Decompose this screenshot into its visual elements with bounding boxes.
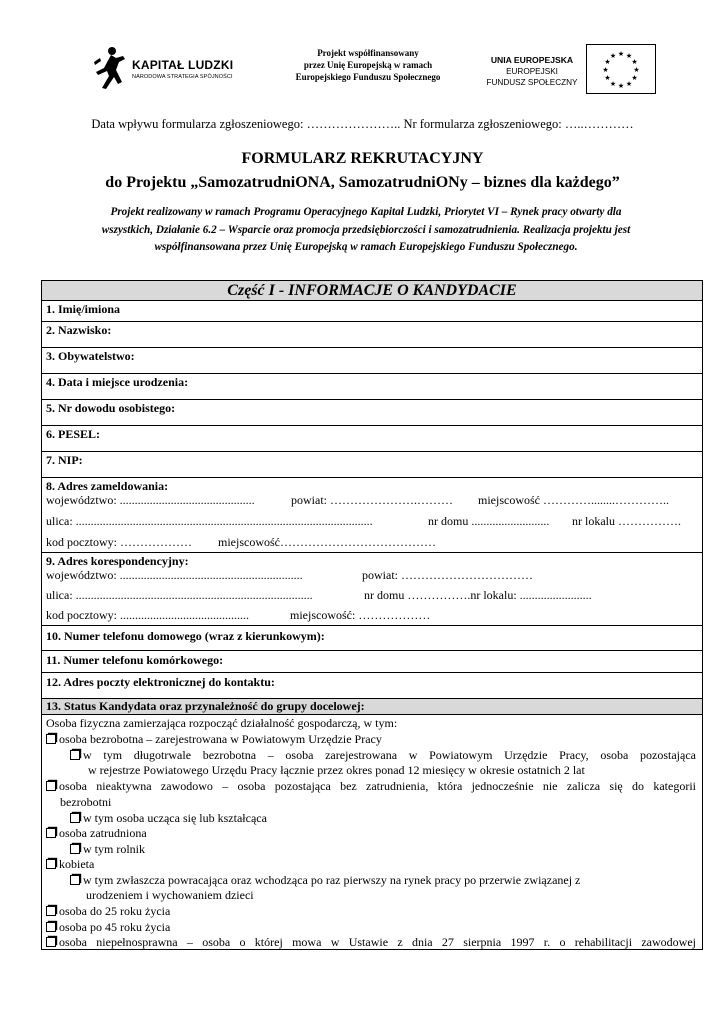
checkbox-icon[interactable] bbox=[70, 875, 80, 885]
svg-text:★: ★ bbox=[617, 50, 625, 58]
cofinancing-line: przez Unię Europejską w ramach bbox=[303, 60, 433, 70]
house-apartment-field[interactable]: nr domu …………….nr lokalu: ........................ bbox=[364, 588, 592, 602]
option-label: kobieta bbox=[59, 857, 95, 871]
eu-flag-icon bbox=[586, 44, 656, 94]
intake-info-line: Data wpływu formularza zgłoszeniowego: ………………….. Nr formularza zgłoszeniowego: …..………… bbox=[91, 117, 634, 131]
checkbox-icon[interactable] bbox=[46, 922, 56, 932]
cofinancing-note bbox=[268, 47, 468, 83]
option-label: w tym długotrwale bezrobotna – osoba zarejestrowana w Powiatowym Urzędzie Pracy, osoba pozostająca bbox=[83, 748, 696, 762]
option-label: osoba nieaktywna zawodowo – osoba pozostająca bez zatrudnienia, która jednocześnie nie zalicza się do kategorii bbox=[59, 779, 696, 793]
field-label: 8. Adres zameldowania: bbox=[46, 479, 169, 493]
postal-code-field[interactable]: kod pocztowy: ……………… bbox=[46, 535, 192, 549]
human-figure-icon bbox=[92, 44, 128, 90]
svg-text:★: ★ bbox=[604, 58, 611, 66]
voivodeship-field[interactable]: województwo: ............................................. bbox=[46, 493, 255, 507]
kapital-ludzki-tagline: NARODOWA STRATEGIA SPÓJNOŚCI bbox=[132, 74, 233, 80]
svg-text:★: ★ bbox=[625, 80, 633, 88]
street-field[interactable]: ulica: ................................................................................................... bbox=[46, 514, 373, 528]
field-mobile-phone[interactable] bbox=[42, 651, 702, 673]
option-label: osoba niepełnosprawna – osoba o której mowa w Ustawie z dnia 27 sierpnia 1997 r. o rehabilitacji zawodowej bbox=[59, 935, 696, 949]
checkbox-icon[interactable] bbox=[46, 781, 56, 791]
status-option-inactive[interactable] bbox=[46, 779, 696, 794]
field-label: 2. Nazwisko: bbox=[46, 323, 112, 337]
svg-text:★: ★ bbox=[633, 66, 640, 74]
field-citizenship[interactable] bbox=[42, 348, 702, 374]
svg-text:★: ★ bbox=[617, 82, 625, 90]
field-label: 12. Adres poczty elektronicznej do kontaktu: bbox=[46, 675, 275, 689]
option-label-continued: urodzeniem i wychowaniem dzieci bbox=[86, 888, 254, 902]
status-option-under-25[interactable] bbox=[46, 904, 170, 919]
house-number-field[interactable]: nr domu .......................... bbox=[428, 514, 550, 528]
eu-logo-line: FUNDUSZ SPOŁECZNY bbox=[486, 78, 578, 87]
status-option-over-45[interactable] bbox=[46, 920, 170, 935]
field-label: 6. PESEL: bbox=[46, 427, 101, 441]
description-line: wszystkich, Działanie 6.2 – Wsparcie oraz promocja przedsiębiorczości i samozatrudnienia. Realizacja projektu jest bbox=[101, 223, 631, 236]
town-field[interactable]: miejscowość …………........………….. bbox=[478, 493, 669, 507]
correspondence-address-block[interactable] bbox=[42, 553, 702, 626]
field-home-phone[interactable] bbox=[42, 626, 702, 651]
eu-logo-text bbox=[480, 55, 584, 88]
kapital-ludzki-name: KAPITAŁ LUDZKI bbox=[132, 58, 234, 72]
checkbox-icon[interactable] bbox=[70, 844, 80, 854]
eu-logo-line: UNIA EUROPEJSKA bbox=[490, 55, 574, 65]
field-label: 3. Obywatelstwo: bbox=[46, 349, 135, 363]
field-birth-date-place[interactable] bbox=[42, 374, 702, 400]
field-label: 7. NIP: bbox=[46, 453, 83, 467]
option-label-continued: bezrobotni bbox=[60, 795, 112, 809]
option-label-continued: w rejestrze Powiatowego Urzędu Pracy łącznie przez okres ponad 12 miesięcy w okresie ostatnich 2 lat bbox=[88, 763, 585, 777]
option-label: osoba do 25 roku życia bbox=[59, 904, 171, 918]
svg-text:★: ★ bbox=[631, 58, 638, 66]
form-title: FORMULARZ REKRUTACYJNY bbox=[241, 150, 484, 167]
status-option-returning-woman[interactable] bbox=[70, 873, 580, 888]
checkbox-icon[interactable] bbox=[70, 813, 80, 823]
status-option-long-term-unemployed[interactable] bbox=[70, 748, 696, 763]
status-intro: Osoba fizyczna zamierzająca rozpocząć działalność gospodarczą, w tym: bbox=[46, 716, 398, 730]
description-line: Projekt realizowany w ramach Programu Operacyjnego Kapitał Ludzki, Priorytet VI – Rynek pracy otwarty dla bbox=[110, 206, 622, 218]
apartment-number-field[interactable]: nr lokalu ……………. bbox=[572, 514, 681, 528]
kapital-ludzki-logo bbox=[92, 44, 242, 92]
field-last-name[interactable] bbox=[42, 322, 702, 348]
candidate-form bbox=[41, 280, 703, 950]
status-option-employed[interactable] bbox=[46, 826, 147, 841]
svg-text:★: ★ bbox=[625, 52, 633, 60]
svg-text:★: ★ bbox=[609, 52, 617, 60]
status-option-woman[interactable] bbox=[46, 857, 94, 872]
eu-logo-line: EUROPEJSKI bbox=[506, 67, 558, 76]
town-field[interactable]: miejscowość………………………………… bbox=[218, 535, 436, 549]
cofinancing-line: Projekt współfinansowany bbox=[317, 48, 419, 58]
street-field[interactable]: ulica: ............................................................................... bbox=[46, 588, 313, 602]
checkbox-icon[interactable] bbox=[46, 937, 56, 947]
field-id-number[interactable] bbox=[42, 400, 702, 426]
town-field[interactable]: miejscowość: ……………… bbox=[290, 608, 431, 622]
status-label: 13. Status Kandydata oraz przynależność do grupy docelowej: bbox=[46, 699, 365, 713]
residence-address-block[interactable] bbox=[42, 478, 702, 553]
project-description bbox=[40, 204, 692, 257]
option-label: osoba bezrobotna – zarejestrowana w Powiatowym Urzędzie Pracy bbox=[59, 732, 382, 746]
field-label: 1. Imię/imiona bbox=[46, 302, 120, 316]
section-header bbox=[42, 281, 702, 301]
status-option-disabled[interactable] bbox=[46, 935, 696, 950]
status-option-unemployed[interactable] bbox=[46, 732, 382, 747]
field-label: 5. Nr dowodu osobistego: bbox=[46, 401, 176, 415]
option-label: osoba po 45 roku życia bbox=[59, 920, 171, 934]
checkbox-icon[interactable] bbox=[46, 828, 56, 838]
voivodeship-field[interactable]: województwo: ............................................................. bbox=[46, 568, 303, 582]
field-first-name[interactable] bbox=[42, 301, 702, 322]
option-label: w tym osoba ucząca się lub kształcąca bbox=[83, 811, 267, 825]
county-field[interactable]: powiat: ………………….……… bbox=[291, 493, 453, 507]
checkbox-icon[interactable] bbox=[46, 734, 56, 744]
svg-text:★: ★ bbox=[631, 74, 638, 82]
cofinancing-line: Europejskiego Funduszu Społecznego bbox=[295, 72, 441, 82]
field-nip[interactable] bbox=[42, 452, 702, 478]
checkbox-icon[interactable] bbox=[46, 859, 56, 869]
field-label: 11. Numer telefonu komórkowego: bbox=[46, 653, 224, 667]
field-label: 9. Adres korespondencyjny: bbox=[46, 554, 189, 568]
svg-text:★: ★ bbox=[609, 80, 617, 88]
checkbox-icon[interactable] bbox=[46, 906, 56, 916]
description-line: współfinansowana przez Unię Europejską w ramach Europejskiego Funduszu Społecznego. bbox=[154, 241, 578, 253]
option-label: osoba zatrudniona bbox=[59, 826, 147, 840]
svg-text:★: ★ bbox=[604, 74, 611, 82]
county-field[interactable]: powiat: …………………………… bbox=[362, 568, 533, 582]
section-title: Część I - INFORMACJE O KANDYDACIE bbox=[227, 282, 517, 299]
status-options bbox=[42, 715, 702, 951]
form-subtitle: do Projektu „SamozatrudniONA, SamozatrudniONy – biznes dla każdego” bbox=[105, 174, 620, 191]
svg-text:★: ★ bbox=[602, 66, 609, 74]
field-label: 10. Numer telefonu domowego (wraz z kierunkowym): bbox=[46, 629, 325, 643]
option-label: w tym rolnik bbox=[83, 842, 145, 856]
status-option-farmer[interactable] bbox=[70, 842, 145, 857]
postal-code-field[interactable]: kod pocztowy: ........................................... bbox=[46, 608, 249, 622]
status-option-student[interactable] bbox=[70, 811, 267, 826]
field-email[interactable] bbox=[42, 673, 702, 699]
checkbox-icon[interactable] bbox=[70, 750, 80, 760]
field-pesel[interactable] bbox=[42, 426, 702, 452]
field-label: 4. Data i miejsce urodzenia: bbox=[46, 375, 189, 389]
status-header bbox=[42, 699, 702, 715]
option-label: w tym zwłaszcza powracająca oraz wchodząca po raz pierwszy na rynek pracy po przerwie związanej z bbox=[83, 873, 581, 887]
